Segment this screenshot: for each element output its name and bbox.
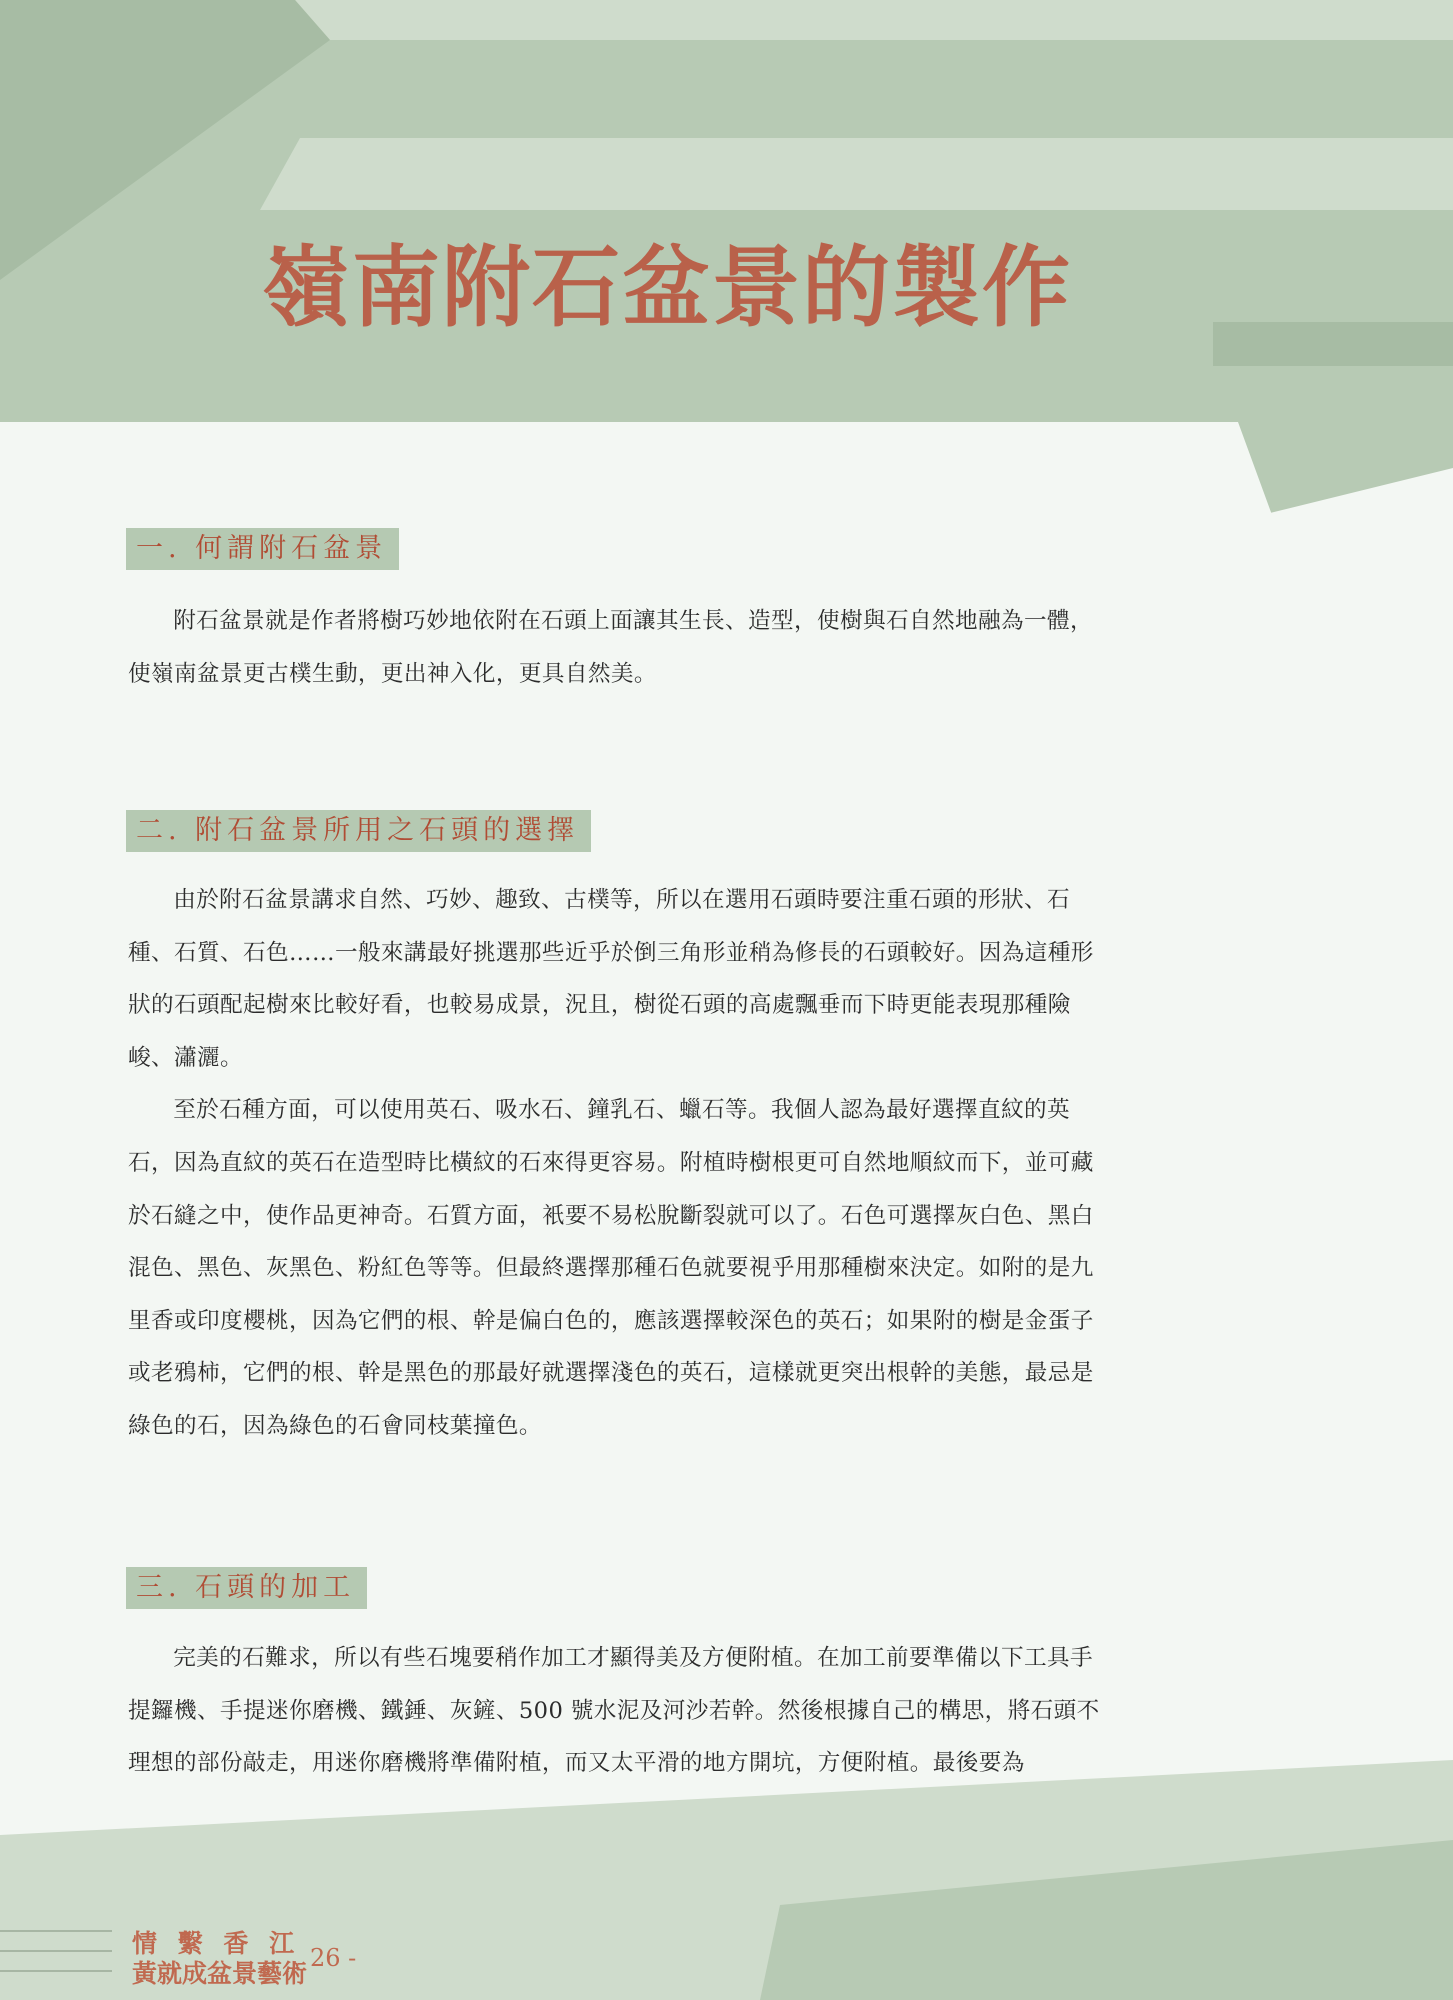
page-number: 26 - — [310, 1944, 357, 1972]
top-light-stripe — [295, 0, 1453, 40]
paragraph: 由於附石盆景講求自然、巧妙、趣致、古樸等，所以在選用石頭時要注重石頭的形狀、石種、石質、石色……一般來講最好挑選那些近乎於倒三角形並稍為修長的石頭較好。因為這種形狀的石頭配起樹來比較好看，也較易成景，況且，樹從石頭的高處飄垂而下時更能表現那種險峻、瀟灑。 — [128, 887, 1094, 1071]
section-3-body — [128, 1632, 1100, 1790]
footer-book-title: 黃就成盆景藝術 — [132, 1959, 308, 1988]
paragraph: 至於石種方面，可以使用英石、吸水石、鐘乳石、蠟石等。我個人認為最好選擇直紋的英石，因為直紋的英石在造型時比橫紋的石來得更容易。附植時樹根更可自然地順紋而下，並可藏於石縫之中，使作品更神奇。石質方面，衹要不易松脫斷裂就可以了。石色可選擇灰白色、黑白混色、黑色、灰黑色、粉紅色等等。但最終選擇那種石色就要視乎用那種樹來決定。如附的是九里香或印度櫻桃，因為它們的根、幹是偏白色的，應該選擇較深色的英石；如果附的樹是金蛋子或老鴉柿，它們的根、幹是黑色的那最好就選擇淺色的英石，這樣就更突出根幹的美態，最忌是綠色的石，因為綠色的石會同枝葉撞色。 — [128, 1097, 1094, 1439]
footer-rule-lines — [0, 1927, 112, 1983]
section-heading-2: 二. 附石盆景所用之石頭的選擇 — [126, 810, 591, 852]
section-heading-1: 一. 何謂附石盆景 — [126, 528, 399, 570]
right-accent-bar — [1213, 322, 1453, 366]
footer-series-title: 情 繫 香 江 — [132, 1929, 301, 1958]
paragraph: 附石盆景就是作者將樹巧妙地依附在石頭上面讓其生長、造型，使樹與石自然地融為一體，使嶺南盆景更古樸生動，更出神入化，更具自然美。 — [128, 608, 1093, 687]
section-heading-3: 三. 石頭的加工 — [126, 1567, 367, 1609]
upper-right-light-band — [260, 138, 1453, 210]
section-2-body — [128, 874, 1100, 1453]
paragraph: 完美的石難求，所以有些石塊要稍作加工才顯得美及方便附植。在加工前要準備以下工具手提鑼機、手提迷你磨機、鐵錘、灰鏟、500 號水泥及河沙若幹。然後根據自己的構思，將石頭不理想的部份敲走，用迷你磨機將準備附植，而又太平滑的地方開坑，方便附植。最後要為 — [128, 1645, 1100, 1777]
page-title: 嶺南附石盆景的製作 — [262, 235, 1073, 339]
section-1-body — [128, 595, 1100, 700]
